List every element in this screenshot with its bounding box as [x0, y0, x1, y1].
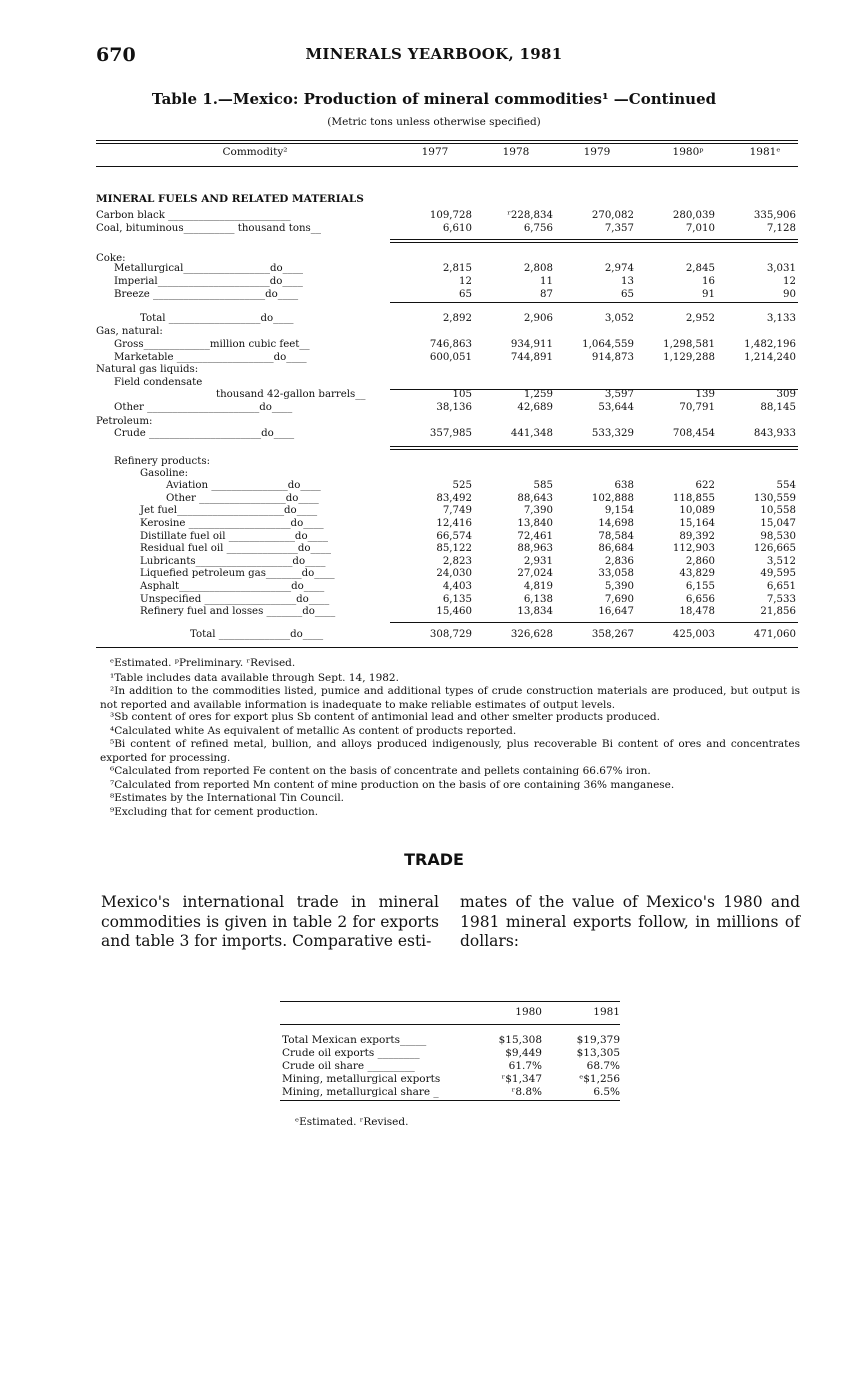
cell-1980: 280,039 — [672, 210, 715, 221]
table-row — [96, 531, 798, 543]
cell-1981: 843,933 — [753, 428, 796, 439]
row-label: Marketable ___________________do____ — [114, 352, 307, 363]
cell-1977: 6,135 — [442, 594, 472, 605]
row-label: Aviation _______________do____ — [166, 480, 321, 491]
footnote: ⁷Calculated from reported Mn content of mine production on the basis of ore containing 36% manganese. — [110, 779, 675, 791]
cell-1981: 130,559 — [753, 493, 796, 504]
row-label: Total ______________do____ — [190, 629, 324, 640]
cell-1981: 554 — [776, 480, 796, 491]
cell-1979: 3,052 — [604, 313, 634, 324]
cell-1977: 357,985 — [429, 428, 472, 439]
small-cell-1980: ʳ$1,347 — [501, 1073, 542, 1085]
table-row — [96, 402, 798, 414]
cell-1980: 2,952 — [685, 313, 715, 324]
small-table-row — [282, 1086, 620, 1099]
cell-1978: 744,891 — [510, 352, 553, 363]
row-label: Lubricants___________________do____ — [140, 556, 326, 567]
small-table-row — [282, 1047, 620, 1060]
table-row — [96, 377, 798, 389]
small-cell-1981: $19,379 — [576, 1034, 620, 1046]
cell-1981: 12 — [783, 276, 796, 287]
footnote: ⁵Bi content of refined metal, bullion, and alloys produced indigenously, plus recoverable Bi content of ores and concentrates exported for processing. — [100, 738, 800, 764]
cell-1981: 335,906 — [753, 210, 796, 221]
small-col-1981: 1981 — [593, 1006, 620, 1018]
cell-1980: 708,454 — [672, 428, 715, 439]
cell-1979: 102,888 — [591, 493, 634, 504]
cell-1978: ʳ228,834 — [507, 210, 553, 221]
row-label: Natural gas liquids: — [96, 364, 199, 375]
row-label: Residual fuel oil ______________do____ — [140, 543, 331, 554]
cell-1979: 5,390 — [604, 581, 634, 592]
cell-1978: 7,390 — [523, 505, 553, 516]
table-row — [96, 276, 798, 288]
row-label: Crude ______________________do____ — [114, 428, 295, 439]
footnote: ³Sb content of ores for export plus Sb content of antimonial lead and other smelter products produced. — [110, 711, 660, 723]
cell-1980: 6,656 — [685, 594, 715, 605]
cell-1978: 42,689 — [517, 402, 553, 413]
cell-1979: 2,974 — [604, 263, 634, 274]
table-row — [96, 581, 798, 593]
cell-1978: 934,911 — [510, 339, 553, 350]
cell-1977: 12,416 — [436, 518, 472, 529]
cell-1977: 525 — [452, 480, 472, 491]
row-label: MINERAL FUELS AND RELATED MATERIALS — [96, 193, 364, 205]
cell-1979: 638 — [614, 480, 634, 491]
cell-1977: 2,815 — [442, 263, 472, 274]
small-row-label: Total Mexican exports_____ — [282, 1034, 427, 1046]
cell-1981: 10,558 — [760, 505, 796, 516]
cell-1980: 139 — [695, 389, 715, 400]
cell-1978: 11 — [540, 276, 553, 287]
trade-paragraph-left: Mexico's international trade in mineral commodities is given in table 2 for exports and table 3 for imports. Comparative esti- — [101, 893, 439, 950]
cell-1981: 90 — [783, 289, 796, 300]
row-label: Coal, bituminous__________ thousand tons__ — [96, 223, 321, 234]
row-label: Refinery fuel and losses _______do____ — [140, 606, 336, 617]
col-header-1978: 1978 — [502, 146, 530, 158]
cell-1977: 2,892 — [442, 313, 472, 324]
cell-1977: 65 — [459, 289, 472, 300]
cell-1977: 600,051 — [429, 352, 472, 363]
table-row — [96, 352, 798, 364]
row-label: Asphalt______________________do____ — [140, 581, 325, 592]
subtotal-rule — [390, 302, 798, 303]
small-table-row — [282, 1073, 620, 1086]
small-table-footnote: ᵉEstimated. ʳRevised. — [295, 1116, 409, 1128]
running-header: MINERALS YEARBOOK, 1981 — [305, 45, 563, 63]
table-title: Table 1.—Mexico: Production of mineral commodities¹ —Continued — [151, 90, 717, 108]
cell-1978: 2,931 — [523, 556, 553, 567]
row-label: Gasoline: — [140, 468, 189, 479]
cell-1980: 2,845 — [685, 263, 715, 274]
table-row — [96, 289, 798, 301]
footnote: ⁴Calculated white As equivalent of metallic As content of products reported. — [110, 725, 517, 737]
cell-1977: 6,610 — [442, 223, 472, 234]
table-row — [96, 543, 798, 555]
page-number: 670 — [96, 44, 136, 66]
cell-1981: 3,031 — [766, 263, 796, 274]
cell-1978: 6,138 — [523, 594, 553, 605]
cell-1979: 7,357 — [604, 223, 634, 234]
cell-1981: 1,214,240 — [744, 352, 796, 363]
cell-1981: 15,047 — [760, 518, 796, 529]
cell-1981: 7,128 — [766, 223, 796, 234]
table-row — [96, 505, 798, 517]
cell-1977: 12 — [459, 276, 472, 287]
cell-1977: 746,863 — [429, 339, 472, 350]
cell-1979: 914,873 — [591, 352, 634, 363]
cell-1979: 3,597 — [604, 389, 634, 400]
small-row-label: Mining, metallurgical exports — [282, 1073, 441, 1085]
cell-1979: 270,082 — [591, 210, 634, 221]
trade-paragraph-right: mates of the value of Mexico's 1980 and 1981 mineral exports follow, in millions of dollars: — [460, 893, 800, 950]
cell-1979: 7,690 — [604, 594, 634, 605]
cell-1979: 358,267 — [591, 629, 634, 640]
cell-1980: 43,829 — [679, 568, 715, 579]
table-bottom-rule — [96, 647, 798, 648]
row-label: Jet fuel_____________________do____ — [140, 505, 318, 516]
small-cell-1980: $9,449 — [505, 1047, 542, 1059]
small-table-row — [282, 1060, 620, 1073]
cell-1978: 13,840 — [517, 518, 553, 529]
small-table-header-rule — [280, 1024, 620, 1025]
table-row — [96, 556, 798, 568]
cell-1977: 308,729 — [429, 629, 472, 640]
cell-1978: 585 — [533, 480, 553, 491]
row-label: Refinery products: — [114, 456, 211, 467]
cell-1981: 1,482,196 — [744, 339, 796, 350]
cell-1979: 14,698 — [598, 518, 634, 529]
cell-1977: 4,403 — [442, 581, 472, 592]
row-label: Gross_____________million cubic feet__ — [114, 339, 310, 350]
cell-1977: 105 — [452, 389, 472, 400]
row-label: Coke: — [96, 253, 126, 264]
row-label: Breeze ______________________do____ — [114, 289, 299, 300]
table-row — [96, 428, 798, 440]
small-table-bottom-rule — [280, 1100, 620, 1101]
cell-1979: 1,064,559 — [582, 339, 634, 350]
cell-1980: 1,298,581 — [663, 339, 715, 350]
table-row — [96, 518, 798, 530]
row-label: Total __________________do____ — [140, 313, 294, 324]
cell-1979: 53,644 — [598, 402, 634, 413]
table-subtitle: (Metric tons unless otherwise specified) — [327, 116, 541, 128]
cell-1981: 126,665 — [753, 543, 796, 554]
footnote: ⁸Estimates by the International Tin Council. — [110, 792, 345, 804]
cell-1977: 2,823 — [442, 556, 472, 567]
cell-1980: 91 — [702, 289, 715, 300]
cell-1979: 78,584 — [598, 531, 634, 542]
subtotal-rule — [390, 389, 798, 390]
header-rule — [96, 166, 798, 167]
cell-1980: 70,791 — [679, 402, 715, 413]
cell-1978: 72,461 — [517, 531, 553, 542]
table-top-rule-2 — [96, 143, 798, 144]
col-header-commodity: Commodity² — [222, 146, 288, 158]
cell-1978: 2,906 — [523, 313, 553, 324]
cell-1980: 15,164 — [679, 518, 715, 529]
table-row — [96, 339, 798, 351]
cell-1978: 1,259 — [523, 389, 553, 400]
cell-1981: 98,530 — [760, 531, 796, 542]
trade-heading: TRADE — [404, 850, 464, 869]
double-rule — [390, 239, 798, 243]
small-cell-1981: 6.5% — [593, 1086, 620, 1098]
cell-1978: 441,348 — [510, 428, 553, 439]
col-header-1979: 1979 — [583, 146, 611, 158]
cell-1980: 7,010 — [685, 223, 715, 234]
cell-1981: 49,595 — [760, 568, 796, 579]
table-row — [96, 364, 798, 376]
cell-1979: 13 — [621, 276, 634, 287]
cell-1980: 89,392 — [679, 531, 715, 542]
cell-1977: 85,122 — [436, 543, 472, 554]
cell-1980: 1,129,288 — [663, 352, 715, 363]
small-table-row — [282, 1034, 620, 1047]
cell-1980: 118,855 — [672, 493, 715, 504]
cell-1980: 112,903 — [672, 543, 715, 554]
cell-1979: 33,058 — [598, 568, 634, 579]
small-cell-1980: ʳ8.8% — [511, 1086, 542, 1098]
table-row — [96, 606, 798, 618]
row-label: Kerosine ____________________do____ — [140, 518, 324, 529]
table-row — [96, 193, 798, 205]
row-label: Gas, natural: — [96, 326, 163, 337]
row-label: Petroleum: — [96, 416, 153, 427]
cell-1981: 7,533 — [766, 594, 796, 605]
footnote: ᵉEstimated. ᵖPreliminary. ʳRevised. — [110, 657, 296, 669]
footnote: ⁹Excluding that for cement production. — [110, 806, 319, 818]
footnote: ¹Table includes data available through Sept. 14, 1982. — [110, 672, 399, 684]
row-label: Field condensate — [114, 377, 203, 388]
table-row — [96, 416, 798, 428]
cell-1977: 83,492 — [436, 493, 472, 504]
row-label: thousand 42-gallon barrels__ — [216, 389, 366, 400]
cell-1978: 326,628 — [510, 629, 553, 640]
small-cell-1980: $15,308 — [498, 1034, 542, 1046]
table-row — [96, 326, 798, 338]
cell-1977: 38,136 — [436, 402, 472, 413]
cell-1979: 16,647 — [598, 606, 634, 617]
small-cell-1981: 68.7% — [586, 1060, 620, 1072]
table-row — [96, 594, 798, 606]
cell-1978: 88,643 — [517, 493, 553, 504]
cell-1980: 16 — [702, 276, 715, 287]
cell-1980: 622 — [695, 480, 715, 491]
cell-1978: 4,819 — [523, 581, 553, 592]
cell-1980: 18,478 — [679, 606, 715, 617]
cell-1977: 15,460 — [436, 606, 472, 617]
table-row — [96, 629, 798, 641]
small-cell-1980: 61.7% — [508, 1060, 542, 1072]
cell-1981: 3,133 — [766, 313, 796, 324]
table-row — [96, 210, 798, 222]
cell-1979: 65 — [621, 289, 634, 300]
cell-1979: 533,329 — [591, 428, 634, 439]
row-label: Carbon black ________________________ — [96, 210, 291, 221]
table-top-rule — [96, 140, 798, 141]
cell-1978: 27,024 — [517, 568, 553, 579]
cell-1980: 10,089 — [679, 505, 715, 516]
table-row — [96, 223, 798, 235]
cell-1978: 88,963 — [517, 543, 553, 554]
row-label: Other _________________do____ — [166, 493, 319, 504]
row-label: Liquefied petroleum gas_______do____ — [140, 568, 335, 579]
cell-1978: 87 — [540, 289, 553, 300]
cell-1981: 309 — [776, 389, 796, 400]
row-label: Unspecified __________________do____ — [140, 594, 330, 605]
table-row — [96, 468, 798, 480]
row-label: Imperial______________________do____ — [114, 276, 303, 287]
cell-1978: 13,834 — [517, 606, 553, 617]
small-table-top-rule — [280, 1001, 620, 1002]
cell-1977: 7,749 — [442, 505, 472, 516]
cell-1981: 3,512 — [766, 556, 796, 567]
cell-1978: 2,808 — [523, 263, 553, 274]
cell-1981: 6,651 — [766, 581, 796, 592]
small-cell-1981: ᵉ$1,256 — [579, 1073, 620, 1085]
cell-1978: 6,756 — [523, 223, 553, 234]
small-col-1980: 1980 — [515, 1006, 542, 1018]
cell-1981: 88,145 — [760, 402, 796, 413]
cell-1980: 6,155 — [685, 581, 715, 592]
table-row — [96, 456, 798, 468]
col-header-1977: 1977 — [421, 146, 449, 158]
table-row — [96, 313, 798, 325]
subtotal-rule — [390, 622, 798, 623]
table-row — [96, 263, 798, 275]
cell-1977: 109,728 — [429, 210, 472, 221]
cell-1980: 425,003 — [672, 629, 715, 640]
row-label: Other ______________________do____ — [114, 402, 293, 413]
small-row-label: Crude oil share _________ — [282, 1060, 415, 1072]
cell-1981: 471,060 — [753, 629, 796, 640]
table-row — [96, 493, 798, 505]
table-row — [96, 480, 798, 492]
small-cell-1981: $13,305 — [576, 1047, 620, 1059]
table-row — [96, 568, 798, 580]
small-row-label: Crude oil exports ________ — [282, 1047, 420, 1059]
footnote: ⁶Calculated from reported Fe content on the basis of concentrate and pellets containing 66.67% iron. — [110, 765, 651, 777]
row-label: Metallurgical_________________do____ — [114, 263, 304, 274]
cell-1979: 2,836 — [604, 556, 634, 567]
row-label: Distillate fuel oil _____________do____ — [140, 531, 328, 542]
footnote: ²In addition to the commodities listed, pumice and additional types of crude construction materials are produced, but output is not reported and available information is inadequate to make reliable estimates of output levels. — [100, 685, 800, 711]
double-rule — [390, 446, 798, 450]
cell-1979: 86,684 — [598, 543, 634, 554]
col-header-1980: 1980ᵖ — [672, 146, 704, 158]
cell-1977: 66,574 — [436, 531, 472, 542]
cell-1980: 2,860 — [685, 556, 715, 567]
small-row-label: Mining, metallurgical share _ — [282, 1086, 439, 1098]
cell-1979: 9,154 — [604, 505, 634, 516]
cell-1977: 24,030 — [436, 568, 472, 579]
cell-1981: 21,856 — [760, 606, 796, 617]
col-header-1981: 1981ᵉ — [749, 146, 781, 158]
table-row — [96, 389, 798, 401]
